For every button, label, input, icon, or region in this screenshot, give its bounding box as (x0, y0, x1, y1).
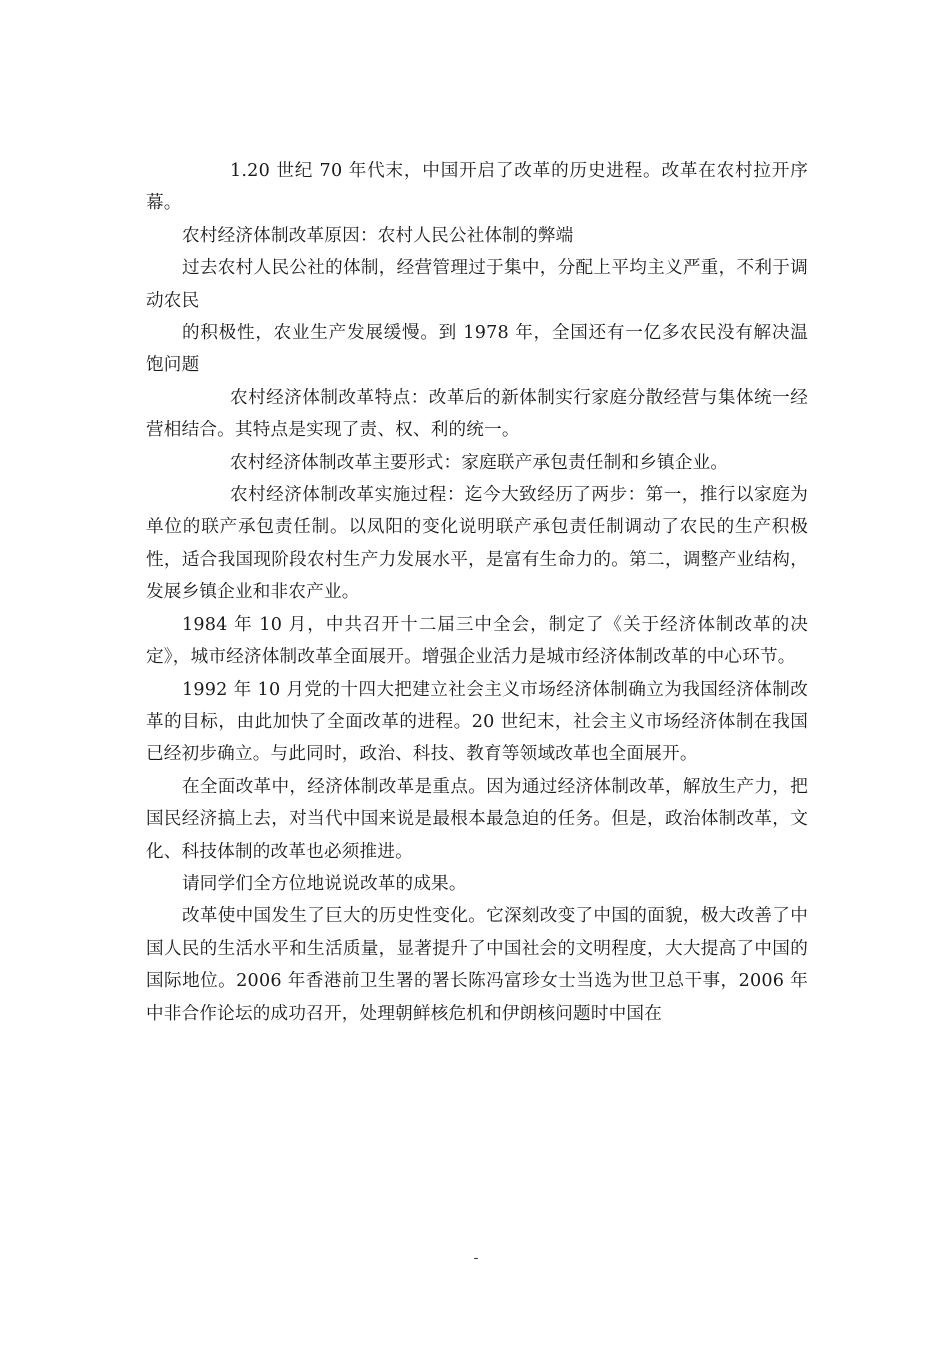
paragraph: 1984 年 10 月，中共召开十二届三中全会，制定了《关于经济体制改革的决定》，城市经济体制改革全面展开。增强企业活力是城市经济体制改革的中心环节。 (146, 614, 808, 668)
paragraph: 农村经济体制改革主要形式：家庭联产承包责任制和乡镇企业。 (230, 452, 729, 473)
paragraph: 请同学们全方位地说说改革的成果。 (182, 873, 467, 894)
paragraph: 1992 年 10 月党的十四大把建立社会主义市场经济体制确立为我国经济体制改革的目标，由此加快了全面改革的进程。20 世纪末，社会主义市场经济体制在我国已经初步确立。与此同时，政治、科技、教育等领域改革也全面展开。 (146, 679, 808, 765)
document-body (146, 155, 808, 1030)
paragraph: 农村经济体制改革原因：农村人民公社体制的弊端 (182, 225, 574, 246)
paragraph: 过去农村人民公社的体制，经营管理过于集中，分配上平均主义严重，不利于调动农民 (146, 258, 808, 311)
paragraph: 的积极性，农业生产发展缓慢。到 1978 年，全国还有一亿多农民没有解决温饱问题 (146, 323, 808, 376)
paragraph: 农村经济体制改革实施过程：迄今大致经历了两步：第一，推行以家庭为单位的联产承包责任制。以凤阳的变化说明联产承包责任制调动了农民的生产积极性，适合我国现阶段农村生产力发展水平，是富有生命力的。第二，调整产业结构，发展乡镇企业和非农产业。 (146, 485, 808, 603)
paragraph: 在全面改革中，经济体制改革是重点。因为通过经济体制改革，解放生产力，把国民经济搞上去，对当代中国来说是最根本最急迫的任务。但是，政治体制改革，文化、科技体制的改革也必须推进。 (146, 776, 808, 862)
page-footer-mark: - (473, 1250, 479, 1266)
paragraph: 改革使中国发生了巨大的历史性变化。它深刻改变了中国的面貌，极大改善了中国人民的生活水平和生活质量，显著提升了中国社会的文明程度，大大提高了中国的国际地位。2006 年香港前卫生署的署长陈冯富珍女士当选为世卫总干事，2006 年中非合作论坛的成功召开，处理朝鲜核危机和伊朗核问题时中国在 (146, 906, 808, 1024)
paragraph: 农村经济体制改革特点：改革后的新体制实行家庭分散经营与集体统一经营相结合。其特点是实现了责、权、利的统一。 (146, 387, 808, 441)
paragraph: 1.20 世纪 70 年代末，中国开启了改革的历史进程。改革在农村拉开序幕。 (146, 161, 808, 214)
